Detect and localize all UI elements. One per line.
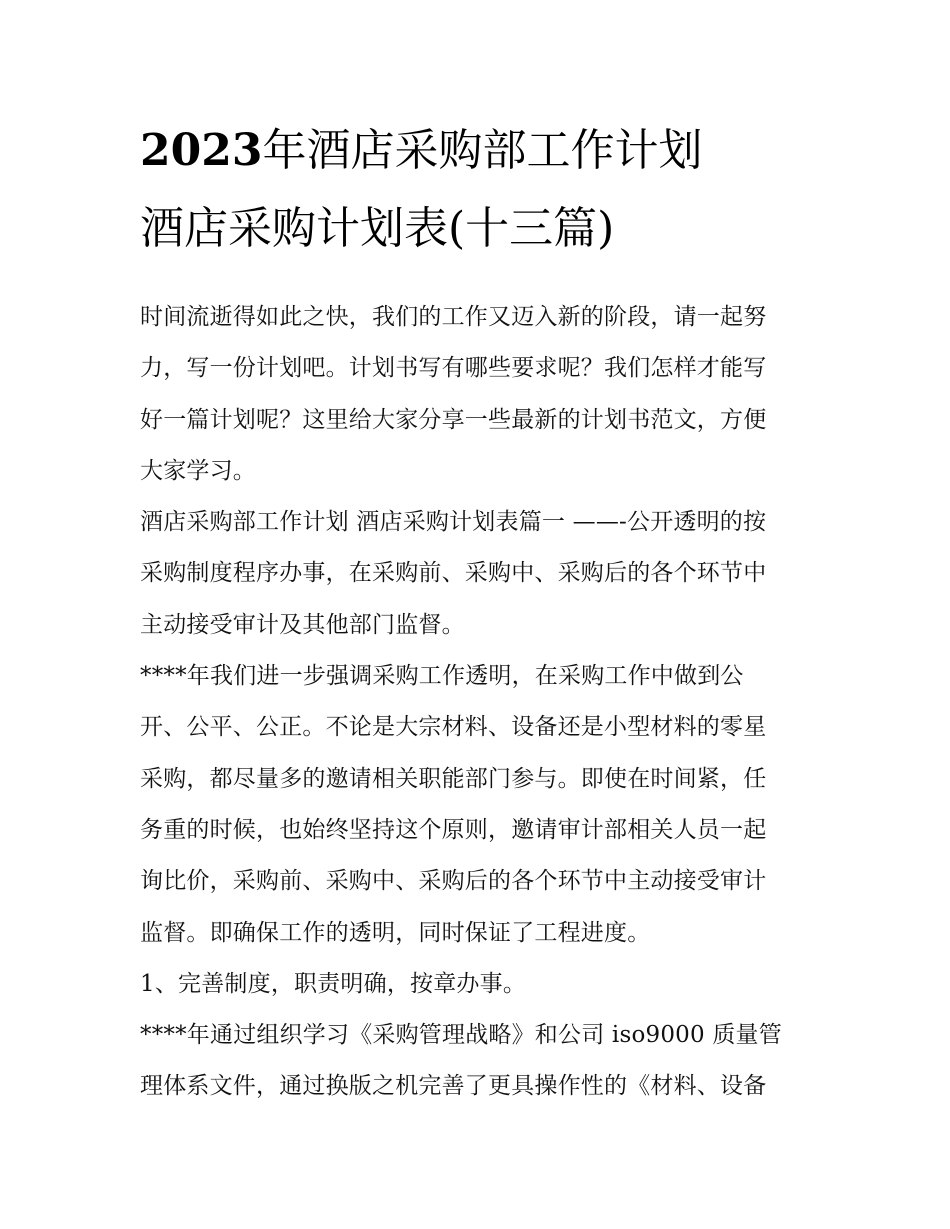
body-line: 询比价，采购前、采购中、采购后的各个环节中主动接受审计 bbox=[140, 868, 767, 895]
body-line: 主动接受审计及其他部门监督。 bbox=[140, 611, 465, 638]
body-line: 务重的时候，也始终坚持这个原则，邀请审计部相关人员一起 bbox=[140, 816, 767, 843]
document-title bbox=[140, 112, 812, 268]
title-line-1-text: 年酒店采购部工作计划 bbox=[262, 125, 703, 176]
title-year: 2023 bbox=[140, 125, 263, 176]
body-line: 理体系文件，通过换版之机完善了更具操作性的《材料、设备 bbox=[140, 1073, 767, 1100]
body-line: ****年我们进一步强调采购工作透明，在采购工作中做到公 bbox=[140, 663, 744, 690]
body-line: ****年通过组织学习《采购管理战略》和公司 iso9000 质量管 bbox=[140, 1022, 782, 1049]
body-line: 时间流逝得如此之快，我们的工作又迈入新的阶段，请一起努 bbox=[140, 304, 767, 330]
document-page bbox=[140, 112, 812, 1113]
body-line: 开、公平、公正。不论是大宗材料、设备还是小型材料的零星 bbox=[140, 714, 767, 741]
section-heading-line: 酒店采购部工作计划 酒店采购计划表篇一 ——-公开透明的按 bbox=[140, 509, 767, 536]
numbered-item-line: 1、完善制度，职责明确，按章办事。 bbox=[140, 970, 527, 997]
body-line: 采购制度程序办事，在采购前、采购中、采购后的各个环节中 bbox=[140, 560, 767, 587]
title-line-2: 酒店采购计划表(十三篇) bbox=[140, 203, 615, 254]
body-line: 大家学习。 bbox=[140, 457, 256, 484]
document-body bbox=[140, 292, 812, 1113]
body-line: 采购，都尽量多的邀请相关职能部门参与。即使在时间紧，任 bbox=[140, 765, 767, 792]
body-line: 监督。即确保工作的透明，同时保证了工程进度。 bbox=[140, 919, 651, 946]
body-line: 好一篇计划呢？这里给大家分享一些最新的计划书范文，方便 bbox=[140, 406, 767, 433]
title-line-1 bbox=[140, 112, 812, 190]
body-line: 力，写一份计划吧。计划书写有哪些要求呢？我们怎样才能写 bbox=[140, 355, 767, 382]
